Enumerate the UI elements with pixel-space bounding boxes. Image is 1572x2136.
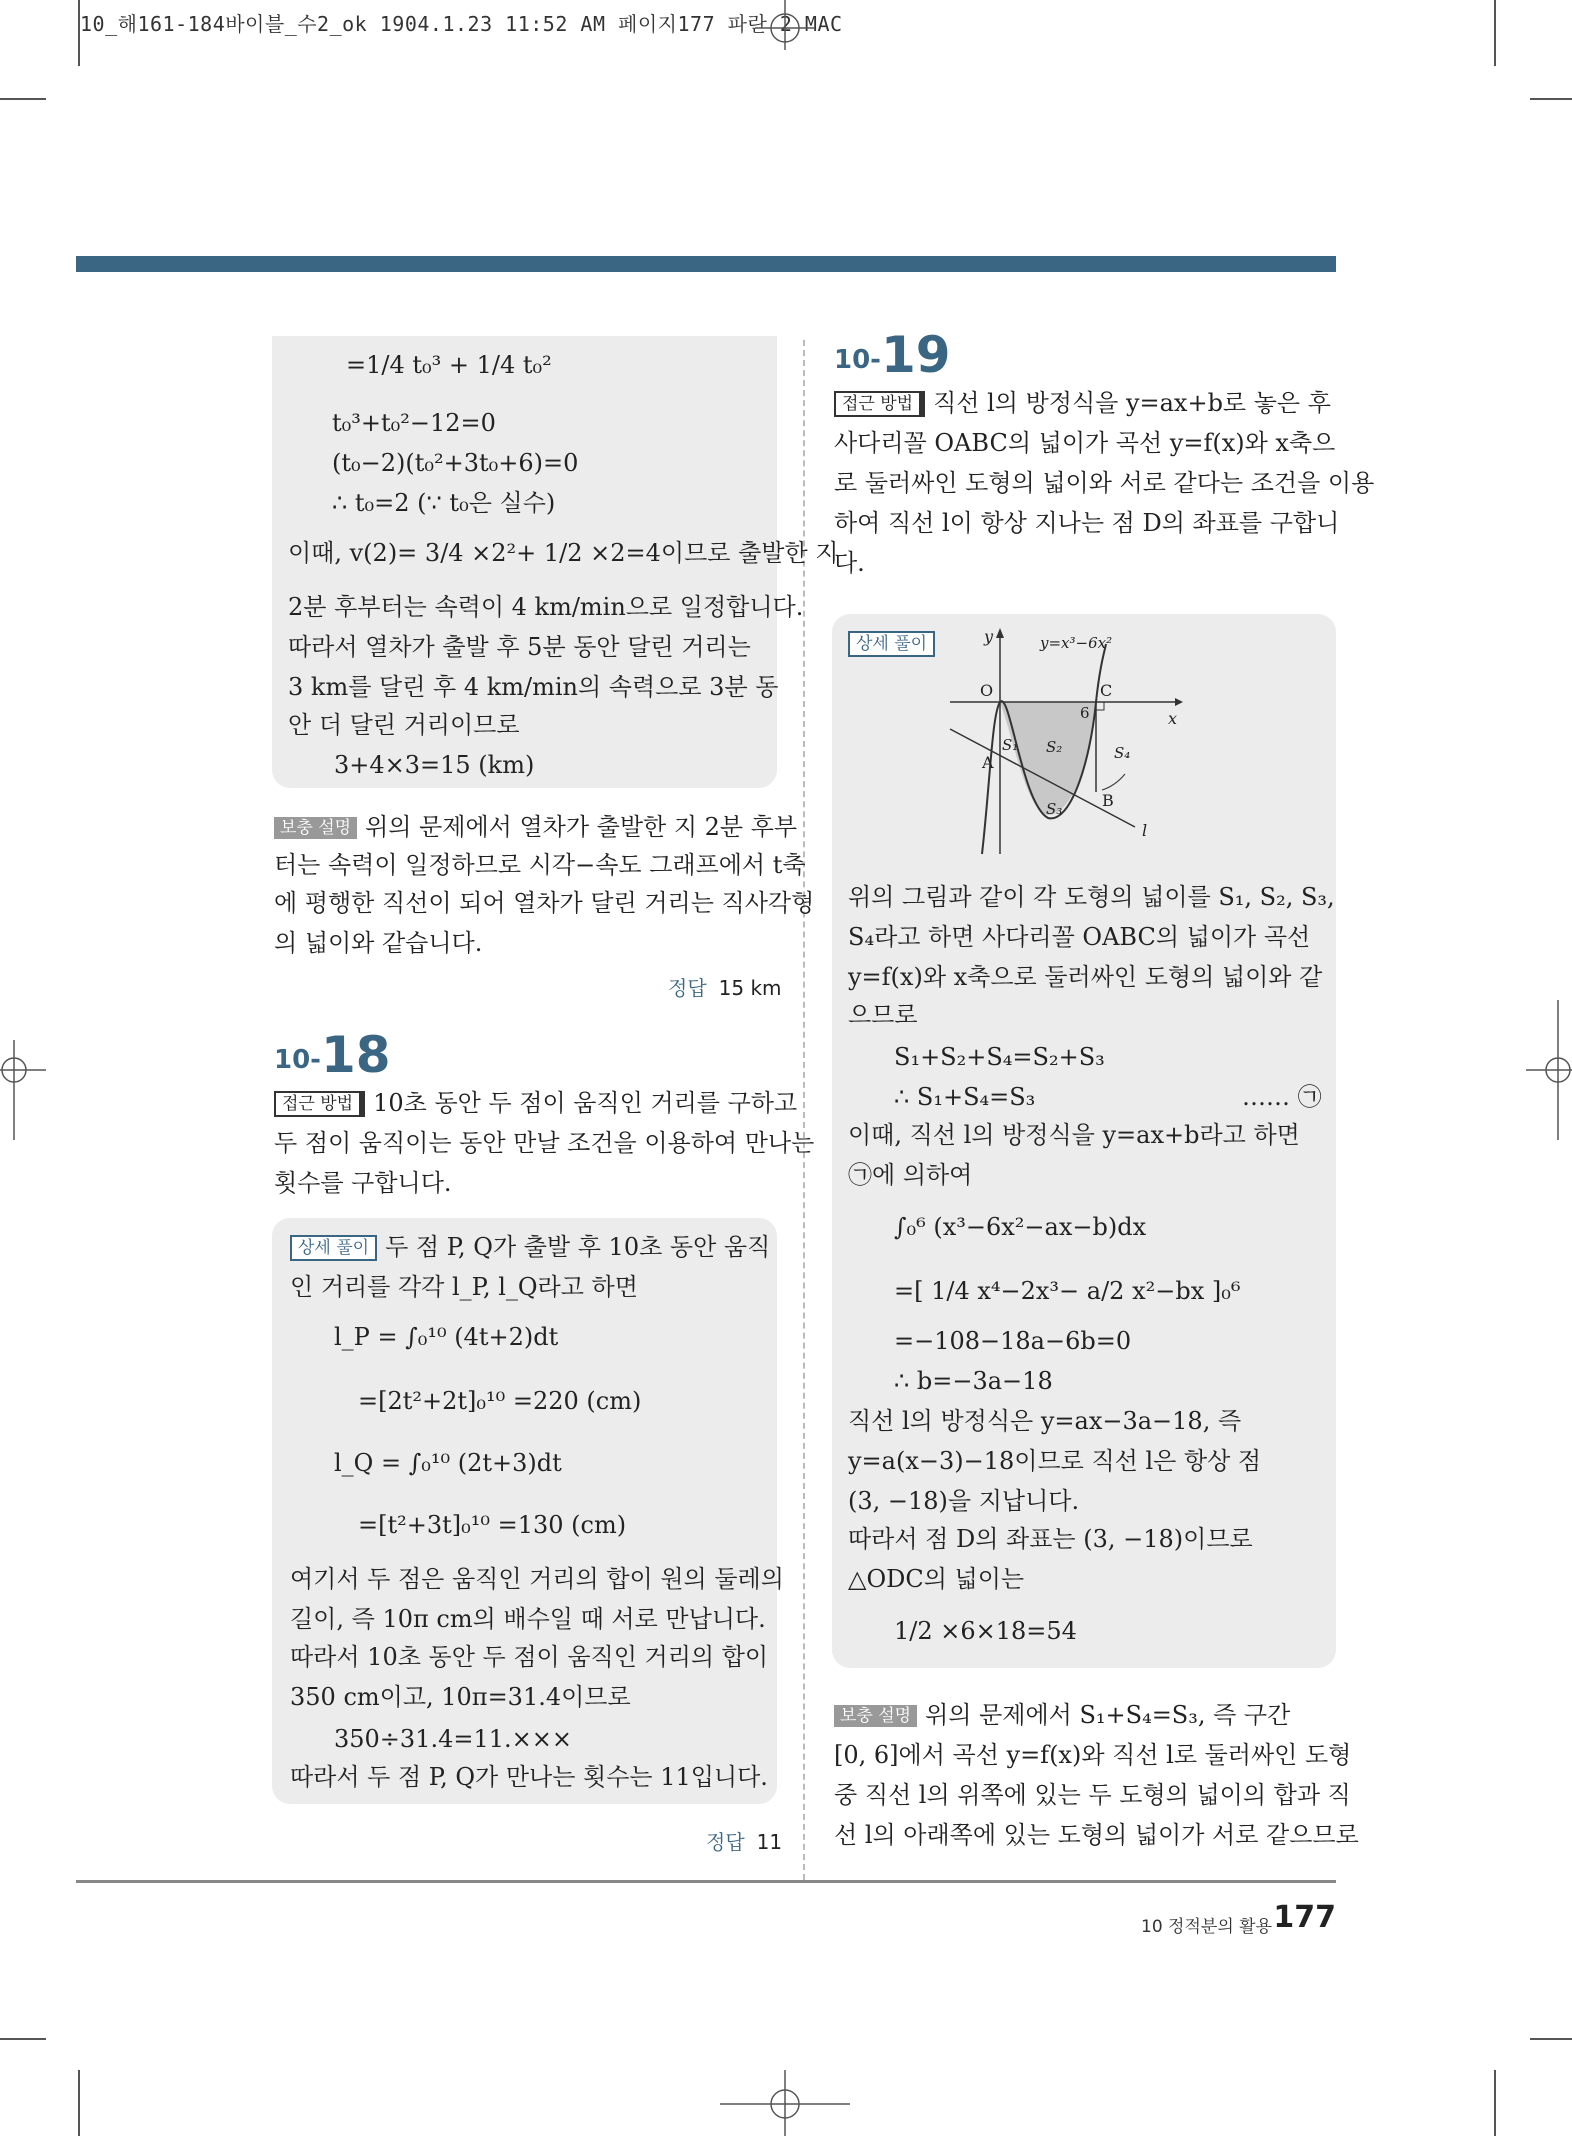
crop-mark	[0, 2038, 46, 2040]
registration-mark-right	[1526, 1000, 1572, 1140]
crop-mark	[0, 98, 46, 100]
text-line: 따라서 점 D의 좌표는 (3, −18)이므로	[848, 1525, 1253, 1553]
answer-18: 정답 11	[706, 1830, 783, 1854]
text-line: 선 l의 아래쪽에 있는 도형의 넓이가 서로 같으므로	[834, 1821, 1359, 1849]
x-axis-label: x	[1168, 709, 1178, 728]
text-line: S₄라고 하면 사다리꼴 OABC의 넓이가 곡선	[848, 923, 1311, 951]
text-line: 직선 l의 방정식은 y=ax−3a−18, 즉	[848, 1407, 1242, 1435]
x-axis-arrow	[1175, 698, 1183, 706]
math-line: l_P = ∫₀¹⁰ (4t+2)dt	[334, 1323, 559, 1351]
text-line: 중 직선 l의 위쪽에 있는 두 도형의 넓이의 합과 직	[834, 1781, 1351, 1809]
text-line: 사다리꼴 OABC의 넓이가 곡선 y=f(x)와 x축으	[834, 429, 1336, 457]
chapter-title: 10 정적분의 활용	[1141, 1917, 1272, 1937]
math-line: S₁+S₂+S₄=S₂+S₃	[894, 1043, 1105, 1071]
s2-label: S₂	[1046, 738, 1063, 756]
math-line: 3+4×3=15 (km)	[334, 751, 535, 779]
crop-mark	[1494, 2070, 1496, 2136]
reference-mark: …… ㉠	[1242, 1083, 1322, 1111]
extra-explain-tag: 보충 설명	[274, 817, 357, 839]
crop-mark	[78, 0, 80, 66]
approach-line: 접근 방법 직선 l의 방정식을 y=ax+b로 놓은 후	[834, 388, 1331, 418]
detail-tag: 상세 풀이	[848, 631, 935, 657]
registration-mark-left	[0, 1040, 46, 1140]
page-number: 177	[1273, 1900, 1336, 1935]
text-line: 에 평행한 직선이 되어 열차가 달린 거리는 직사각형	[274, 889, 815, 917]
text-line: 위의 그림과 같이 각 도형의 넓이를 S₁, S₂, S₃,	[848, 883, 1335, 911]
detail-line: 상세 풀이 두 점 P, Q가 출발 후 10초 동안 움직	[290, 1232, 770, 1262]
text-line: 두 점이 움직이는 동안 만날 조건을 이용하여 만나는	[274, 1129, 815, 1157]
pointer-arc	[1102, 774, 1125, 790]
right-angle-mark	[1096, 702, 1104, 710]
detail-tag: 상세 풀이	[290, 1235, 377, 1261]
text-line: 따라서 열차가 출발 후 5분 동안 달린 거리는	[288, 633, 751, 661]
math-line: t₀³+t₀²−12=0	[332, 409, 496, 437]
math-line: =1/4 t₀³ + 1/4 t₀²	[346, 351, 552, 379]
math-line: l_Q = ∫₀¹⁰ (2t+3)dt	[334, 1449, 562, 1477]
math-line: =[t²+3t]₀¹⁰ =130 (cm)	[358, 1511, 627, 1539]
registration-mark-bottom	[720, 2070, 850, 2136]
text-line: y=a(x−3)−18이므로 직선 l은 항상 점	[848, 1447, 1262, 1475]
approach-line: 접근 방법 10초 동안 두 점이 움직인 거리를 구하고	[274, 1088, 797, 1118]
math-line: (t₀−2)(t₀²+3t₀+6)=0	[332, 449, 579, 477]
math-line: ∫₀⁶ (x³−6x²−ax−b)dx	[894, 1213, 1147, 1241]
math-line: 1/2 ×6×18=54	[894, 1617, 1077, 1645]
crop-mark	[1530, 98, 1572, 100]
text-line: 길이, 즉 10π cm의 배수일 때 서로 만납니다.	[290, 1605, 766, 1633]
text-line: 로 둘러싸인 도형의 넓이와 서로 같다는 조건을 이용	[834, 469, 1375, 497]
text-line: 이때, 직선 l의 방정식을 y=ax+b라고 하면	[848, 1121, 1300, 1149]
math-line: ∴ S₁+S₄=S₃	[894, 1083, 1036, 1111]
s1-label: S₁	[1002, 736, 1019, 754]
text-line: ㉠에 의하여	[848, 1161, 973, 1189]
footer-rule	[76, 1880, 1336, 1883]
text-line: 여기서 두 점은 움직인 거리의 합이 원의 둘레의	[290, 1565, 784, 1593]
text-line: 으므로	[848, 1001, 918, 1029]
approach-tag: 접근 방법	[834, 391, 925, 417]
curve-label: y=x³−6x²	[1040, 634, 1113, 652]
text-line: 하여 직선 l이 항상 지나는 점 D의 좌표를 구합니	[834, 509, 1340, 537]
s4-label: S₄	[1114, 744, 1131, 762]
registration-mark-top	[755, 0, 815, 50]
math-line: =[ 1/4 x⁴−2x³− a/2 x²−bx ]₀⁶	[894, 1277, 1241, 1305]
extra-explain-line: 보충 설명 위의 문제에서 열차가 출발한 지 2분 후부	[274, 812, 797, 842]
text-line: 의 넓이와 같습니다.	[274, 929, 483, 957]
extra-explain-tag: 보충 설명	[834, 1705, 917, 1727]
problem-number-19: 10-19	[834, 326, 951, 384]
print-slug: 10_해161-184바이블_수2_ok 1904.1.23 11:52 AM 페이지177 파란 2 MAC	[80, 12, 843, 36]
text-line: 3 km를 달린 후 4 km/min의 속력으로 3분 동	[288, 673, 779, 701]
math-line: =−108−18a−6b=0	[894, 1327, 1132, 1355]
text-line: [0, 6]에서 곡선 y=f(x)와 직선 l로 둘러싸인 도형	[834, 1741, 1352, 1769]
text-line: 횟수를 구합니다.	[274, 1169, 452, 1197]
extra-explain-line: 보충 설명 위의 문제에서 S₁+S₄=S₃, 즉 구간	[834, 1700, 1290, 1730]
crop-mark	[78, 2070, 80, 2136]
point-c-label: C	[1100, 681, 1113, 700]
text-line: (3, −18)을 지납니다.	[848, 1487, 1080, 1515]
problem-number-18: 10-18	[274, 1026, 391, 1084]
y-axis-arrow	[996, 628, 1004, 638]
point-b-label: B	[1102, 791, 1114, 810]
origin-label: O	[980, 681, 994, 700]
math-line: ∴ t₀=2 (∵ t₀은 실수)	[332, 489, 556, 517]
y-axis-label: y	[984, 627, 994, 646]
text-line: 안 더 달린 거리이므로	[288, 711, 520, 739]
line-l-label: l	[1142, 821, 1148, 840]
text-line: 이때, v(2)= 3/4 ×2²+ 1/2 ×2=4이므로 출발한 지	[288, 539, 839, 567]
text-line: 인 거리를 각각 l_P, l_Q라고 하면	[290, 1273, 638, 1301]
math-line: 350÷31.4=11.×××	[334, 1725, 572, 1753]
answer-17: 정답 15 km	[668, 976, 782, 1000]
text-line: y=f(x)와 x축으로 둘러싸인 도형의 넓이와 같	[848, 963, 1323, 991]
detail-tag-line	[848, 628, 943, 658]
text-line: 350 cm이고, 10π=31.4이므로	[290, 1683, 631, 1711]
text-line: 터는 속력이 일정하므로 시각−속도 그래프에서 t축	[274, 851, 806, 879]
crop-mark	[1494, 0, 1496, 66]
math-line: ∴ b=−3a−18	[894, 1367, 1053, 1395]
text-line: 2분 후부터는 속력이 4 km/min으로 일정합니다.	[288, 593, 804, 621]
text-line: 다.	[834, 549, 865, 577]
column-divider	[803, 340, 805, 1880]
text-line: 따라서 두 점 P, Q가 만나는 횟수는 11입니다.	[290, 1763, 768, 1791]
math-line: =[2t²+2t]₀¹⁰ =220 (cm)	[358, 1387, 642, 1415]
s3-label: S₃	[1046, 800, 1063, 818]
header-band	[76, 256, 1336, 272]
text-line: △ODC의 넓이는	[848, 1565, 1025, 1593]
approach-tag: 접근 방법	[274, 1091, 365, 1117]
six-label: 6	[1080, 704, 1090, 722]
point-a-label: A	[982, 753, 994, 772]
crop-mark	[1530, 2038, 1572, 2040]
cubic-graph-figure	[930, 624, 1210, 864]
text-line: 따라서 10초 동안 두 점이 움직인 거리의 합이	[290, 1643, 769, 1671]
